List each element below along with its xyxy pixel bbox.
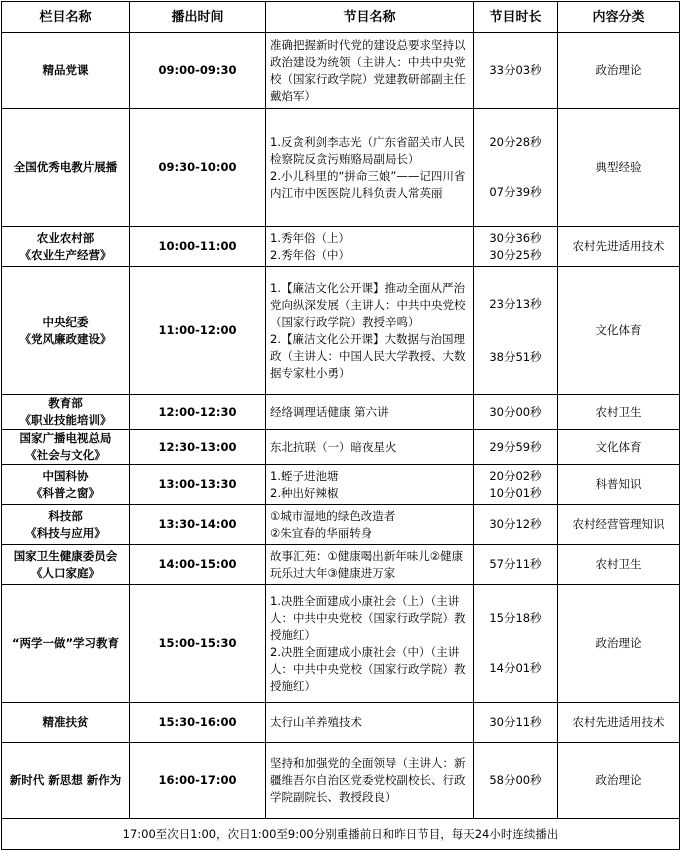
category-cell: 文化体育 [558, 267, 680, 395]
table-row [2, 109, 680, 227]
program-item: 准确把握新时代党的建设总要求坚持以政治建设为统领（主讲人：中共中央党校（国家行政学院）党建教研部副主任戴焰军） [270, 37, 466, 103]
program-item: 东北抗联（一）暗夜星火 [270, 439, 397, 454]
program-item: 2.秀年俗（中） [270, 247, 350, 262]
program-item: 1.秀年俗（上） [270, 230, 350, 245]
table-row [2, 505, 680, 545]
air-time-cell: 15:30-16:00 [130, 703, 266, 743]
duration-value: 15分18秒 [489, 611, 542, 625]
category-cell: 政治理论 [558, 585, 680, 703]
table-row [2, 430, 680, 465]
column-name: 《农业生产经营》 [19, 247, 112, 262]
category-cell: 农村先进适用技术 [558, 227, 680, 267]
duration-value: 57分11秒 [489, 557, 542, 571]
column-name-cell [2, 545, 130, 585]
header-row [2, 2, 680, 33]
category-cell: 农村先进适用技术 [558, 703, 680, 743]
program-name-cell [266, 33, 474, 109]
table-row [2, 465, 680, 505]
column-name: 《社会与文化》 [25, 448, 106, 462]
column-name-cell [2, 585, 130, 703]
category-cell: 文化体育 [558, 430, 680, 465]
program-item: 1.反贪利剑李志光（广东省韶关市人民检察院反贪污贿赂局副局长） [270, 134, 465, 166]
duration-cell [474, 109, 558, 227]
category-cell: 典型经验 [558, 109, 680, 227]
program-name-cell [266, 465, 474, 505]
duration-value: 23分13秒 [489, 296, 542, 311]
duration-value: 30分12秒 [489, 517, 542, 531]
program-item: 2.小儿科里的“拼命三娘”——记四川省内江市中医医院儿科负责人常英丽 [270, 168, 466, 200]
category-cell: 农村卫生 [558, 545, 680, 585]
program-item: 坚持和加强党的全面领导（主讲人：新疆维吾尔自治区党委党校副校长、行政学院副院长、教授段良） [270, 756, 466, 804]
header-program-name: 节目名称 [266, 2, 474, 33]
schedule-body [2, 33, 680, 819]
program-name-cell [266, 545, 474, 585]
header-column-name: 栏目名称 [2, 2, 130, 33]
table-row [2, 33, 680, 109]
column-name-cell [2, 267, 130, 395]
program-name-cell [266, 109, 474, 227]
duration-value: 20分02秒 [489, 468, 542, 483]
program-item: 2.决胜全面建成小康社会（中）（主讲人：中共中央党校（国家行政学院）教授施红） [270, 644, 466, 693]
header-air-time: 播出时间 [130, 2, 266, 33]
column-name-cell [2, 395, 130, 430]
schedule-table [1, 1, 680, 850]
category-cell: 科普知识 [558, 465, 680, 505]
column-name: 《职业技能培训》 [19, 413, 112, 427]
program-name-cell [266, 395, 474, 430]
column-name-cell [2, 743, 130, 819]
program-item: ①城市湿地的绿色改造者 [270, 508, 396, 523]
column-name: 《人口家庭》 [31, 565, 100, 580]
air-time-cell: 12:30-13:00 [130, 430, 266, 465]
column-name: 《科技与应用》 [25, 525, 106, 540]
column-name: 科技部 [48, 508, 83, 523]
air-time-cell: 09:30-10:00 [130, 109, 266, 227]
program-item: 2.【廉洁文化公开课】大数据与治国理政（主讲人：中国人民大学教授、大数据专家杜小勇） [270, 331, 466, 380]
duration-cell [474, 465, 558, 505]
column-name: 全国优秀电教片展播 [13, 160, 118, 174]
column-name: 《党风廉政建设》 [19, 331, 112, 346]
air-time-cell: 10:00-11:00 [130, 227, 266, 267]
duration-value: 07分39秒 [489, 185, 542, 199]
program-name-cell [266, 227, 474, 267]
air-time-cell: 13:00-13:30 [130, 465, 266, 505]
program-name-cell [266, 267, 474, 395]
program-item: 2.种出好辣椒 [270, 485, 339, 500]
category-cell: 政治理论 [558, 743, 680, 819]
category-cell: 农村经营管理知识 [558, 505, 680, 545]
column-name: 国家广播电视总局 [19, 431, 112, 445]
table-row [2, 743, 680, 819]
program-name-cell [266, 585, 474, 703]
column-name: 国家卫生健康委员会 [13, 548, 118, 563]
header-duration: 节目时长 [474, 2, 558, 33]
column-name-cell [2, 227, 130, 267]
program-item: 1.【廉洁文化公开课】推动全面从严治党向纵深发展（主讲人：中共中央党校（国家行政学院）教授辛鸣） [270, 280, 466, 329]
air-time-cell: 09:00-09:30 [130, 33, 266, 109]
duration-cell [474, 743, 558, 819]
duration-value: 14分01秒 [489, 661, 542, 675]
duration-cell [474, 505, 558, 545]
column-name-cell [2, 109, 130, 227]
program-item: ②朱宜春的华丽转身 [270, 525, 373, 540]
duration-cell [474, 430, 558, 465]
duration-cell [474, 33, 558, 109]
column-name-cell [2, 505, 130, 545]
duration-cell [474, 585, 558, 703]
air-time-cell: 14:00-15:00 [130, 545, 266, 585]
duration-value: 30分11秒 [489, 715, 542, 729]
table-row [2, 703, 680, 743]
program-name-cell [266, 430, 474, 465]
duration-value: 33分03秒 [489, 63, 542, 77]
column-name-cell [2, 703, 130, 743]
duration-cell [474, 545, 558, 585]
program-name-cell [266, 743, 474, 819]
table-row [2, 585, 680, 703]
table-row [2, 267, 680, 395]
air-time-cell: 11:00-12:00 [130, 267, 266, 395]
column-name: 《科普之窗》 [31, 485, 100, 500]
table-row [2, 395, 680, 430]
duration-value: 30分00秒 [489, 404, 542, 419]
program-name-cell [266, 703, 474, 743]
duration-cell [474, 703, 558, 743]
air-time-cell: 16:00-17:00 [130, 743, 266, 819]
column-name: 教育部 [48, 396, 83, 410]
column-name: 新时代 新思想 新作为 [9, 773, 122, 787]
duration-cell [474, 227, 558, 267]
column-name: 精品党课 [42, 63, 89, 77]
duration-value: 30分36秒 [489, 230, 542, 245]
duration-value: 38分51秒 [489, 349, 542, 364]
category-cell: 农村卫生 [558, 395, 680, 430]
duration-value: 30分25秒 [489, 247, 542, 262]
column-name: “两学一做”学习教育 [11, 636, 120, 650]
program-item: 1.蛭子进池塘 [270, 468, 339, 483]
category-cell: 政治理论 [558, 33, 680, 109]
duration-value: 58分00秒 [489, 773, 542, 787]
column-name: 中央纪委 [42, 314, 89, 329]
program-item: 故事汇苑：①健康喝出新年味儿②健康玩乐过大年③健康进万家 [270, 548, 464, 580]
program-item: 1.决胜全面建成小康社会（上）（主讲人：中共中央党校（国家行政学院）教授施红） [270, 593, 466, 642]
duration-value: 20分28秒 [489, 135, 542, 149]
table-row [2, 545, 680, 585]
column-name-cell [2, 465, 130, 505]
air-time-cell: 15:00-15:30 [130, 585, 266, 703]
air-time-cell: 13:30-14:00 [130, 505, 266, 545]
program-item: 太行山羊养殖技术 [270, 715, 362, 729]
column-name: 农业农村部 [36, 230, 95, 245]
header-category: 内容分类 [558, 2, 680, 33]
table-row [2, 227, 680, 267]
duration-value: 10分01秒 [489, 485, 542, 500]
duration-cell [474, 267, 558, 395]
program-item: 经络调理话健康 第六讲 [270, 404, 389, 419]
rebroadcast-note: 17:00至次日1:00，次日1:00至9:00分别重播前日和昨日节目，每天24小时连续播出 [2, 819, 680, 850]
column-name-cell [2, 430, 130, 465]
duration-value: 29分59秒 [489, 439, 542, 454]
column-name-cell [2, 33, 130, 109]
footer-row [2, 819, 680, 850]
air-time-cell: 12:00-12:30 [130, 395, 266, 430]
program-name-cell [266, 505, 474, 545]
column-name: 精准扶贫 [42, 715, 89, 729]
column-name: 中国科协 [42, 468, 89, 483]
duration-cell [474, 395, 558, 430]
